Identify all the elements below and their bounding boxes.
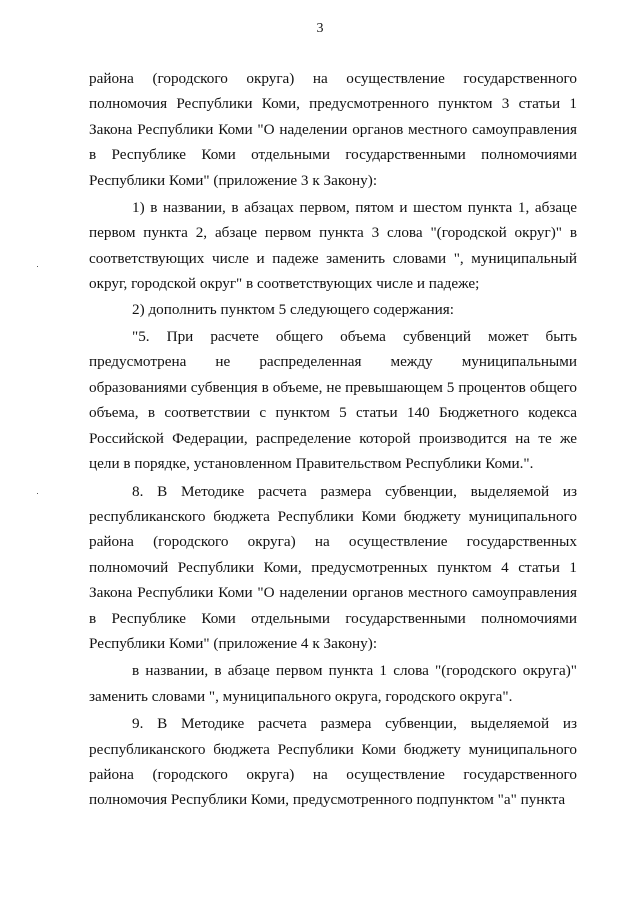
paragraph-section-9: 9. В Методике расчета размера субвенции, выделяемой из республиканского бюджета Республики Коми бюджету муниципального района (городского округа) на осуществление государственного полномочия Республики Коми, предусмотренного подпунктом "а" пункта <box>89 715 577 809</box>
paragraph-item-1: 1) в названии, в абзацах первом, пятом и шестом пункта 1, абзаце первом пункта 2, абзаце первом пункта 3 слова "(городской округ)" в соответствующих числе и падеже заменить словами ", муниципальный округ, городской округ" в соответствующих числе и падеже; <box>89 199 577 293</box>
scan-dot <box>37 493 38 494</box>
paragraph-section-8: 8. В Методике расчета размера субвенции, выделяемой из республиканского бюджета Республики Коми бюджету муниципального района (городского округа) на осуществление государственных полномочий Республики Коми, предусмотренных пунктом 4 статьи 1 Закона Республики Коми "О наделении органов местного самоуправления в Республике Коми отдельными государственными полномочиями Республики Коми" (приложение 4 к Закону): <box>89 482 577 652</box>
document-body <box>89 66 577 813</box>
paragraph-1-continuation: района (городского округа) на осуществление государственного полномочия Республики Коми, предусмотренного пунктом 3 статьи 1 Закона Республики Коми "О наделении органов местного самоуправления в Республике Коми отдельными государственными полномочиями Республики Коми" (приложение 3 к Закону): <box>89 70 577 189</box>
page-number: 3 <box>316 21 324 36</box>
scan-dot <box>37 266 38 267</box>
paragraph-point-5: "5. При расчете общего объема субвенций может быть предусмотрена не распределенная между муниципальными образованиями субвенция в объеме, не превышающем 5 процентов общего объема, в соответствии с пунктом 5 статьи 140 Бюджетного кодекса Российской Федерации, распределение которой производится на те же цели в порядке, установленном Правительством Республики Коми.". <box>89 328 577 473</box>
paragraph-item-2: 2) дополнить пунктом 5 следующего содержания: <box>132 300 454 318</box>
paragraph-section-8-change: в названии, в абзаце первом пункта 1 слова "(городского округа)" заменить словами ", муниципального округа, городского округа". <box>89 662 577 705</box>
